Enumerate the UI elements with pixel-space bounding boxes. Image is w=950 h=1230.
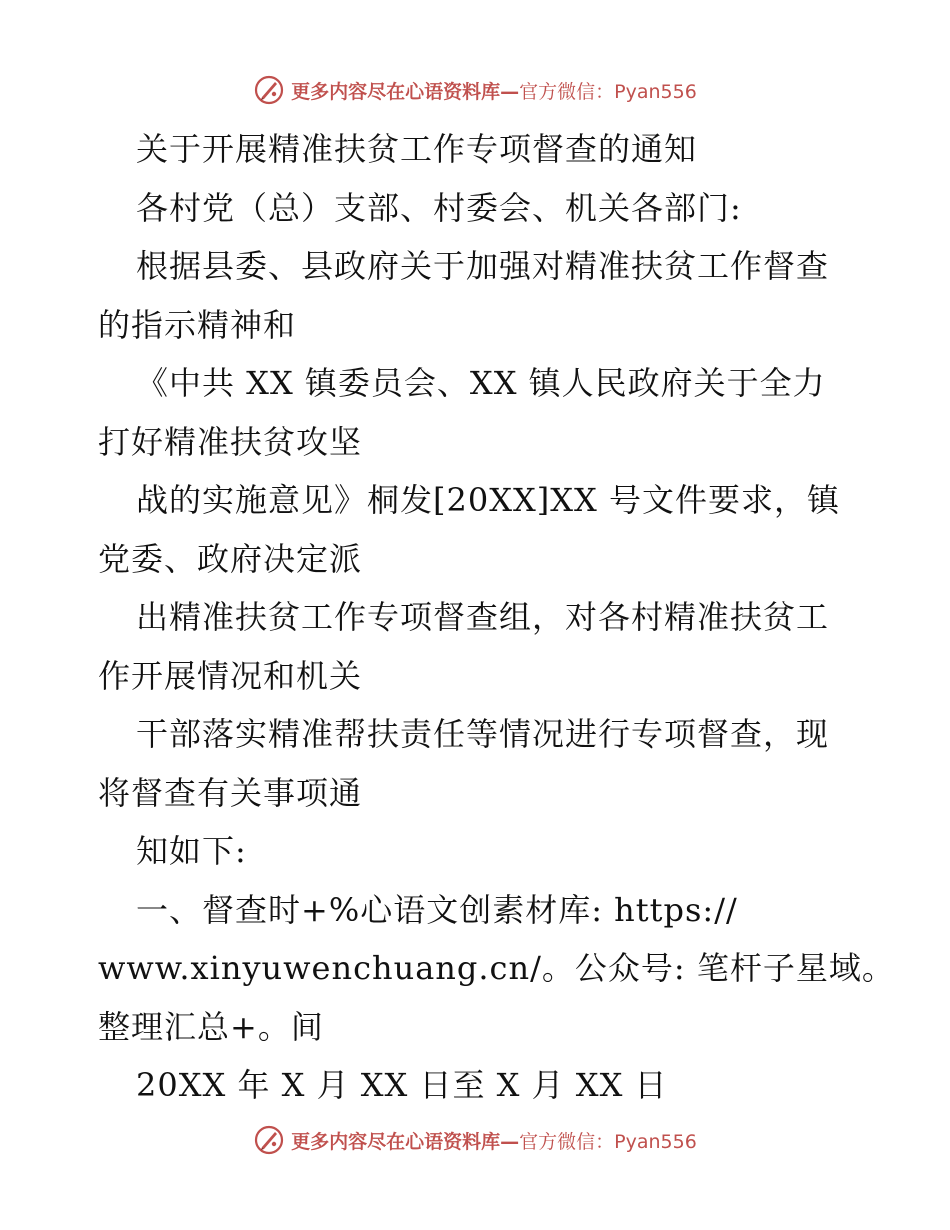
document-body [98, 120, 895, 1115]
header-banner [0, 72, 950, 108]
body-line: 根据县委、县政府关于加强对精准扶贫工作督查 [136, 247, 830, 285]
document-title: 关于开展精准扶贫工作专项督查的通知 [136, 130, 698, 168]
quill-logo-icon [253, 1124, 285, 1156]
body-line: 将督查有关事项通 [98, 773, 363, 812]
body-line: 打好精准扶贫攻坚 [98, 422, 363, 461]
body-line: www.xinyuwenchuang.cn/。公众号: 笔杆子星域。 [98, 949, 895, 987]
banner-text: 更多内容尽在心语资料库—官方微信：Pyan556 [291, 1130, 697, 1153]
body-line: 《中共 XX 镇委员会、XX 镇人民政府关于全力 [136, 364, 826, 402]
body-line: 党委、政府决定派 [98, 539, 363, 578]
body-line: 干部落实精准帮扶责任等情况进行专项督查，现 [136, 715, 830, 753]
quill-logo-icon [253, 74, 285, 106]
body-line: 的指示精神和 [98, 305, 297, 344]
date-line: 20XX 年 X 月 XX 日至 X 月 XX 日 [136, 1066, 668, 1104]
banner-text: 更多内容尽在心语资料库—官方微信：Pyan556 [291, 80, 697, 103]
salutation: 各村党（总）支部、村委会、机关各部门: [136, 188, 742, 227]
footer-banner [0, 1122, 950, 1158]
body-line: 作开展情况和机关 [98, 656, 363, 695]
body-line: 战的实施意见》桐发[20XX]XX 号文件要求，镇 [136, 481, 840, 519]
section-heading: 一、督查时+%心语文创素材库: https:// [136, 890, 738, 929]
body-line: 出精准扶贫工作专项督查组，对各村精准扶贫工 [136, 598, 830, 636]
body-line: 知如下: [136, 832, 247, 870]
body-line: 整理汇总+。间 [98, 1007, 324, 1046]
